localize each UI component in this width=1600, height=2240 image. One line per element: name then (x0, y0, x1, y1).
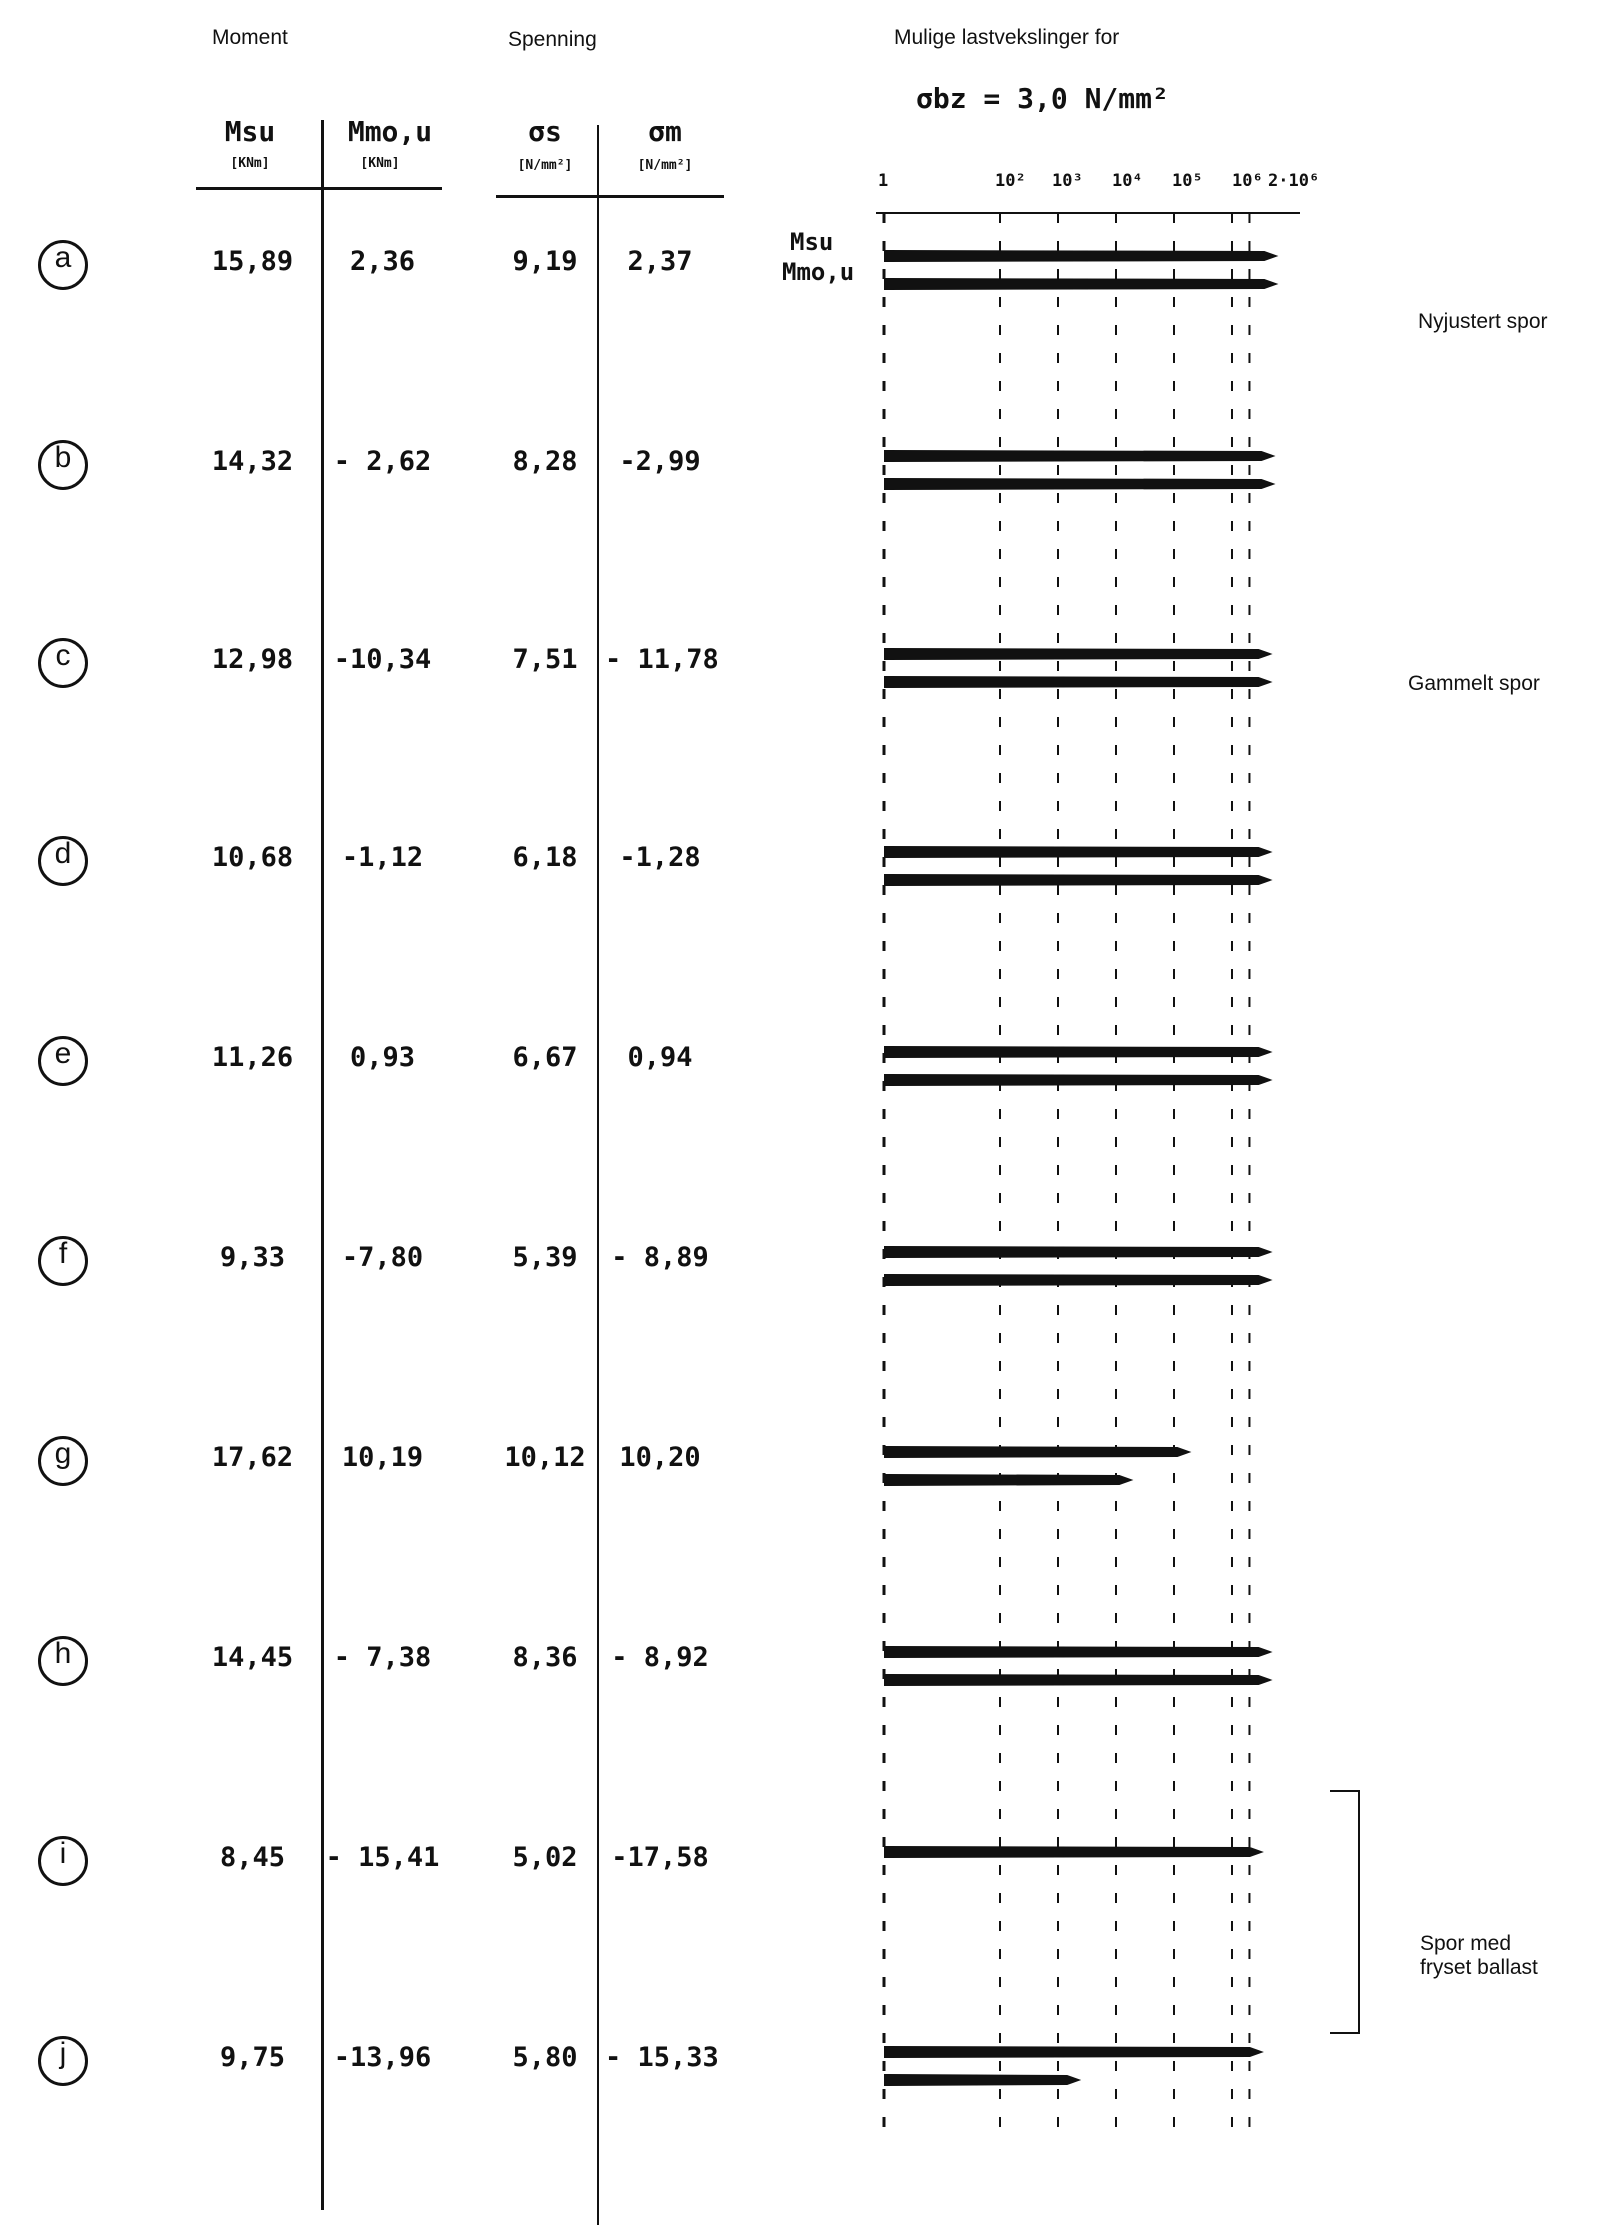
cell-msu-d: 10,68 (211, 842, 294, 873)
moment-header: Moment (212, 26, 288, 49)
cell-mmo-d: -1,12 (341, 842, 424, 873)
bar-msu-a (884, 250, 1278, 262)
col-unit-sigma-m: [N/mm²] (637, 158, 693, 173)
cell-sigma-s-g: 10,12 (504, 1442, 586, 1473)
sigma-bz-label: σbz = 3,0 N/mm² (916, 82, 1169, 115)
cell-mmo-a: 2,36 (349, 246, 416, 277)
bar-mmo-a (884, 278, 1278, 290)
bar-msu-j (884, 2046, 1264, 2058)
row-label-f: f (58, 1237, 68, 1270)
bar-msu-d (884, 846, 1273, 858)
cell-sigma-m-a: 2,37 (627, 246, 693, 277)
cell-sigma-m-b: -2,99 (619, 446, 701, 477)
bar-mmo-d (884, 874, 1273, 886)
cell-mmo-c: -10,34 (333, 644, 432, 675)
cell-msu-a: 15,89 (211, 246, 294, 277)
legend-mmo: Mmo,u (782, 258, 855, 286)
cell-sigma-s-e: 6,67 (512, 1042, 578, 1073)
x-tick-label-5: 10⁶ (1232, 171, 1263, 191)
legend-msu: Msu (790, 228, 834, 256)
x-tick-label-2: 10³ (1052, 171, 1083, 191)
row-label-g: g (54, 1437, 72, 1470)
cell-msu-h: 14,45 (211, 1642, 294, 1673)
cell-sigma-s-c: 7,51 (512, 644, 578, 675)
col-unit-mmo: [KNm] (360, 156, 400, 171)
row-label-e: e (54, 1037, 72, 1070)
cell-sigma-s-a: 9,19 (512, 246, 578, 277)
bar-mmo-h (884, 1674, 1273, 1686)
bar-msu-g (884, 1446, 1191, 1458)
bar-msu-i (884, 1846, 1264, 1858)
cell-mmo-g: 10,19 (341, 1442, 424, 1473)
cell-sigma-m-h: - 8,92 (611, 1642, 709, 1673)
cell-sigma-m-g: 10,20 (619, 1442, 701, 1473)
cell-sigma-m-i: -17,58 (611, 1842, 709, 1873)
chart-title: Mulige lastvekslinger for (894, 26, 1120, 49)
cell-msu-b: 14,32 (211, 446, 294, 477)
cell-sigma-m-j: - 15,33 (605, 2042, 719, 2073)
col-header-sigma-s: σs (528, 115, 562, 148)
col-unit-msu: [KNm] (230, 156, 270, 171)
bar-msu-h (884, 1646, 1273, 1658)
col-header-sigma-m: σm (648, 115, 682, 148)
cell-mmo-j: -13,96 (333, 2042, 432, 2073)
bar-mmo-e (884, 1074, 1273, 1086)
note-gammelt: Gammelt spor (1408, 672, 1540, 695)
note-frosset-2: fryset ballast (1420, 1956, 1538, 1979)
x-tick-label-1: 10² (995, 171, 1026, 191)
cell-sigma-s-i: 5,02 (512, 1842, 578, 1873)
row-label-d: d (54, 837, 72, 870)
x-tick-label-6: 2·10⁶ (1268, 171, 1320, 191)
bar-msu-e (884, 1046, 1273, 1058)
cell-msu-i: 8,45 (219, 1842, 286, 1873)
bar-mmo-c (884, 676, 1273, 688)
cell-mmo-h: - 7,38 (333, 1642, 432, 1673)
col-header-msu: Msu (224, 115, 276, 148)
cell-msu-j: 9,75 (219, 2042, 286, 2073)
cell-sigma-m-f: - 8,89 (611, 1242, 709, 1273)
cell-msu-g: 17,62 (211, 1442, 294, 1473)
cell-sigma-s-b: 8,28 (512, 446, 578, 477)
bar-msu-f (884, 1246, 1273, 1258)
bar-mmo-j (884, 2074, 1081, 2086)
cell-sigma-s-j: 5,80 (512, 2042, 578, 2073)
row-label-j: j (59, 2037, 67, 2070)
note-nyjustert: Nyjustert spor (1418, 310, 1548, 333)
x-tick-label-0: 1 (878, 171, 889, 191)
bar-mmo-f (884, 1274, 1273, 1286)
cell-mmo-f: -7,80 (341, 1242, 424, 1273)
row-label-a: a (54, 241, 72, 274)
note-frosset-1: Spor med (1420, 1932, 1512, 1955)
x-tick-label-3: 10⁴ (1112, 171, 1143, 191)
bar-mmo-g (884, 1474, 1133, 1486)
cell-msu-e: 11,26 (211, 1042, 294, 1073)
cell-sigma-m-e: 0,94 (627, 1042, 693, 1073)
row-label-c: c (55, 639, 71, 672)
spenning-header: Spenning (508, 28, 597, 51)
cell-mmo-e: 0,93 (349, 1042, 416, 1073)
row-label-h: h (54, 1637, 72, 1670)
cell-msu-c: 12,98 (211, 644, 294, 675)
bar-msu-b (884, 450, 1276, 462)
col-unit-sigma-s: [N/mm²] (517, 158, 573, 173)
bar-mmo-b (884, 478, 1276, 490)
row-label-b: b (54, 441, 72, 474)
row-label-i: i (59, 1837, 67, 1870)
col-header-mmo: Mmo,u (347, 115, 433, 148)
x-tick-label-4: 10⁵ (1172, 171, 1203, 191)
bar-msu-c (884, 648, 1273, 660)
cell-sigma-s-f: 5,39 (512, 1242, 578, 1273)
cell-sigma-m-d: -1,28 (619, 842, 701, 873)
cell-mmo-b: - 2,62 (333, 446, 432, 477)
cell-sigma-s-h: 8,36 (512, 1642, 578, 1673)
cell-sigma-m-c: - 11,78 (605, 644, 719, 675)
cell-msu-f: 9,33 (219, 1242, 286, 1273)
cell-sigma-s-d: 6,18 (512, 842, 578, 873)
cell-mmo-i: - 15,41 (325, 1842, 440, 1873)
